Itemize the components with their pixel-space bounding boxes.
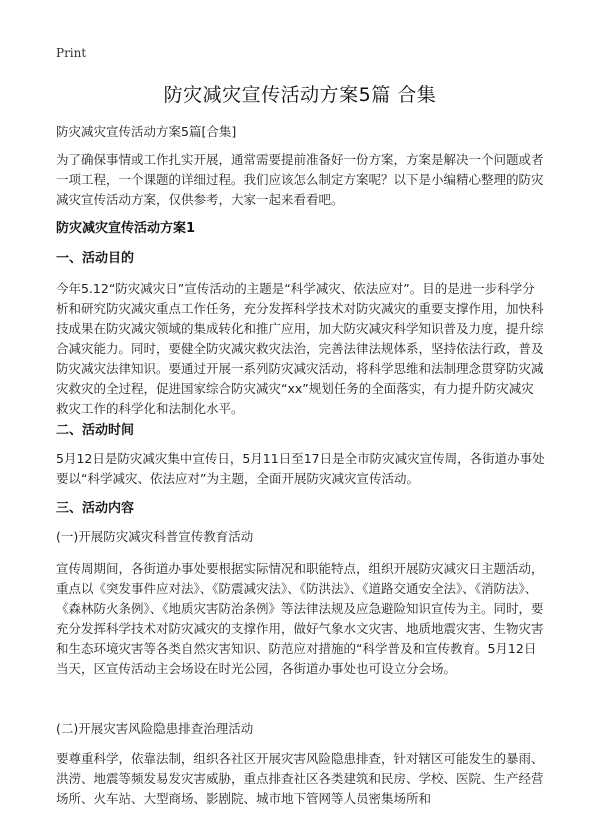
purpose-paragraph: 今年5.12“防灾减灾日”宣传活动的主题是“科学减灾、依法应对”。目的是进一步科学分析和研究防灾减灾重点工作任务，充分发挥科学技术对防灾减灾的重要支撑作用，加快科技成果在防灾减灾领域的集成转化和推广应用，加大防灾减灾科学知识普及力度，提升综合减灾能力。同时，要健全防灾减灾救灾法治，完善法律法规体系，坚持依法行政，普及防灾减灾法律知识。要通过开展一系列防灾减灾活动，将科学思维和法制理念贯穿防灾减灾救灾的全过程，促进国家综合防灾减灾“xx”规划任务的全面落实，有力提升防灾减灾救灾工作的科学化和法制化水平。 — [56, 281, 544, 416]
time-heading: 二、活动时间 — [56, 423, 135, 438]
content-paragraph-2: 要尊重科学，依靠法制，组织各社区开展灾害风险隐患排查，针对辖区可能发生的暴雨、洪涝、地震等频发易发灾害威胁，重点排查社区各类建筑和民房、学校、医院、生产经营场所、火车站、大型商场、影剧院、城市地下管网等人员密集场所和 — [56, 751, 544, 806]
purpose-heading: 一、活动目的 — [56, 251, 135, 266]
plan-heading: 防灾减灾宣传活动方案1 — [56, 221, 196, 236]
content-heading: 三、活动内容 — [56, 501, 135, 516]
content-paragraph-1: 宣传周期间，各街道办事处要根据实际情况和职能特点，组织开展防灾减灾日主题活动，重点以《突发事件应对法》、《防震减灾法》、《防洪法》、《道路交通安全法》、《消防法》、《森林防火条例》、《地质灾害防治条例》等法律法规及应急避险知识宣传为主。同时，要充分发挥科学技术对防灾减灾的支撑作用，做好气象水文灾害、地质地震灾害、生物灾害和生态环境灾害等各类自然灾害知识、防范应对措施的“科学普及和宣传教育。5月12日当天，区宣传活动主会场设在时光公园，各街道办事处也可设立分会场。 — [56, 561, 544, 676]
content-subheading-2: (二)开展灾害风险隐患排查治理活动 — [56, 721, 254, 736]
document-title: 防灾减灾宣传活动方案5篇 合集 — [163, 84, 437, 106]
print-label: Print — [56, 46, 87, 60]
content-subheading-1: (一)开展防灾减灾科普宣传教育活动 — [56, 529, 254, 544]
time-paragraph: 5月12日是防灾减灾集中宣传日，5月11日至17日是全市防灾减灾宣传周，各街道办事处要以“科学减灾、依法应对”为主题，全面开展防灾减灾宣传活动。 — [56, 451, 545, 486]
document-subtitle: 防灾减灾宣传活动方案5篇[合集] — [56, 124, 237, 139]
intro-paragraph: 为了确保事情或工作扎实开展，通常需要提前准备好一份方案，方案是解决一个问题或者一项工程，一个课题的详细过程。我们应该怎么制定方案呢？以下是小编精心整理的防灾减灾宣传活动方案，仅供参考，大家一起来看看吧。 — [56, 152, 544, 207]
